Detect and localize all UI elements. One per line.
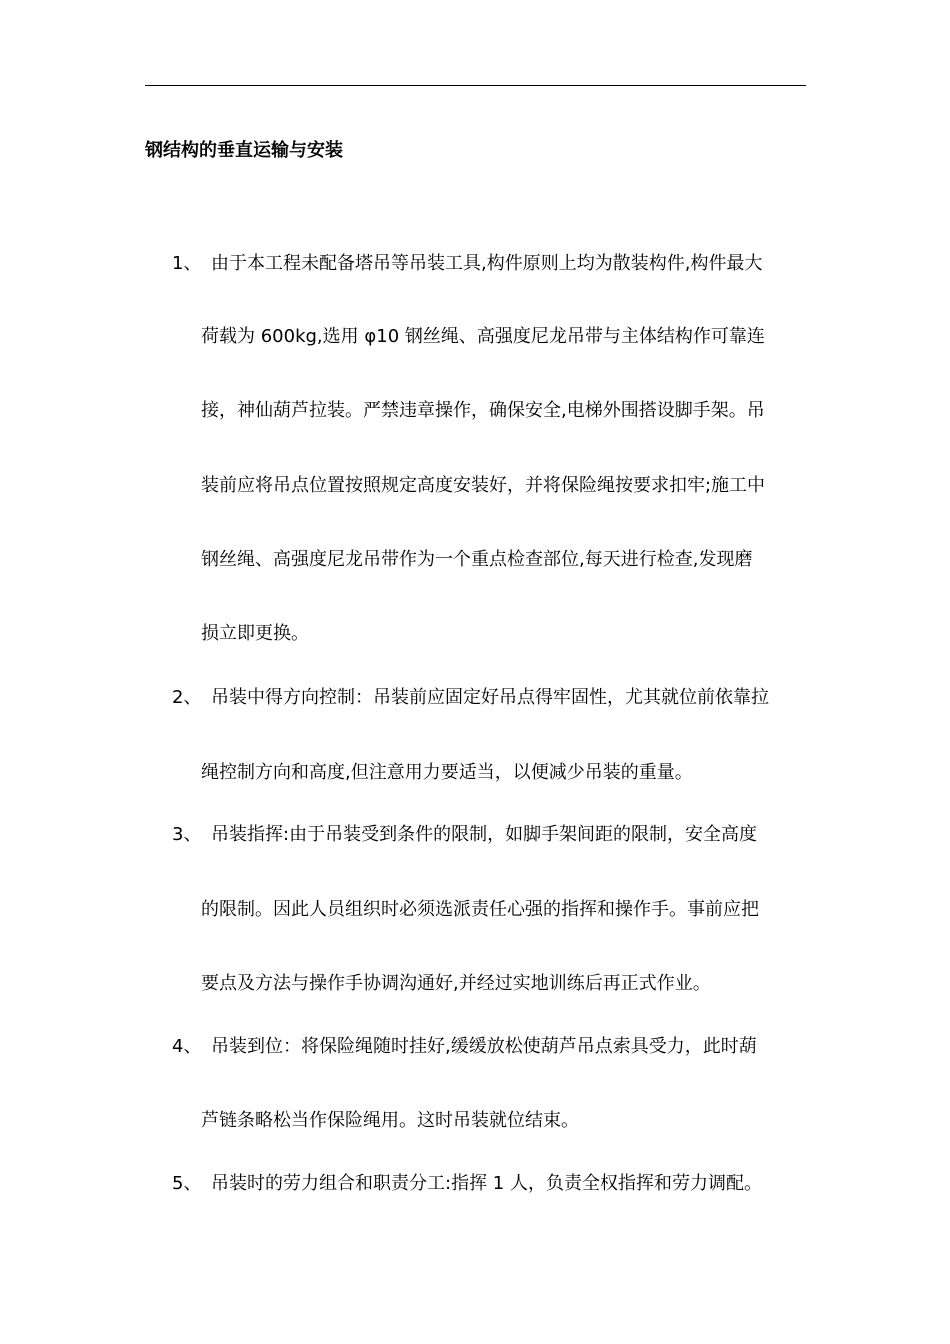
paragraph-line: 绳控制方向和高度,但注意用力要适当，以便减少吊装的重量。 (201, 762, 693, 783)
paragraph-line: 荷载为 600kg,选用 φ10 钢丝绳、高强度尼龙吊带与主体结构作可靠连 (201, 326, 765, 347)
paragraph-line: 由于本工程未配备塔吊等吊装工具,构件原则上均为散装构件,构件最大 (211, 253, 763, 274)
list-item-number: 1、 (172, 253, 202, 274)
paragraph-line: 钢丝绳、高强度尼龙吊带作为一个重点检查部位,每天进行检查,发现磨 (201, 549, 753, 570)
paragraph-line: 损立即更换。 (201, 623, 309, 644)
paragraph-line: 吊装中得方向控制：吊装前应固定好吊点得牢固性，尤其就位前依靠拉 (211, 687, 769, 708)
paragraph-line: 芦链条略松当作保险绳用。这时吊装就位结束。 (201, 1110, 579, 1131)
list-item-number: 2、 (172, 687, 202, 708)
paragraph-line: 要点及方法与操作手协调沟通好,并经过实地训练后再正式作业。 (201, 973, 711, 994)
paragraph-line: 吊装指挥:由于吊装受到条件的限制，如脚手架间距的限制，安全高度 (211, 824, 758, 845)
list-item-number: 4、 (172, 1036, 202, 1057)
paragraph-line: 接，神仙葫芦拉装。严禁违章操作，确保安全,电梯外围搭设脚手架。吊 (201, 400, 765, 421)
paragraph-line: 的限制。因此人员组织时必须选派责任心强的指挥和操作手。事前应把 (201, 899, 759, 920)
document-title: 钢结构的垂直运输与安装 (145, 140, 343, 161)
header-rule (145, 85, 806, 86)
list-item-number: 5、 (172, 1173, 202, 1194)
list-item-number: 3、 (172, 824, 202, 845)
paragraph-line: 装前应将吊点位置按照规定高度安装好，并将保险绳按要求扣牢;施工中 (201, 475, 766, 496)
paragraph-line: 吊装到位：将保险绳随时挂好,缓缓放松使葫芦吊点索具受力，此时葫 (211, 1036, 757, 1057)
paragraph-line: 吊装时的劳力组合和职责分工:指挥 1 人，负责全权指挥和劳力调配。 (211, 1173, 762, 1194)
